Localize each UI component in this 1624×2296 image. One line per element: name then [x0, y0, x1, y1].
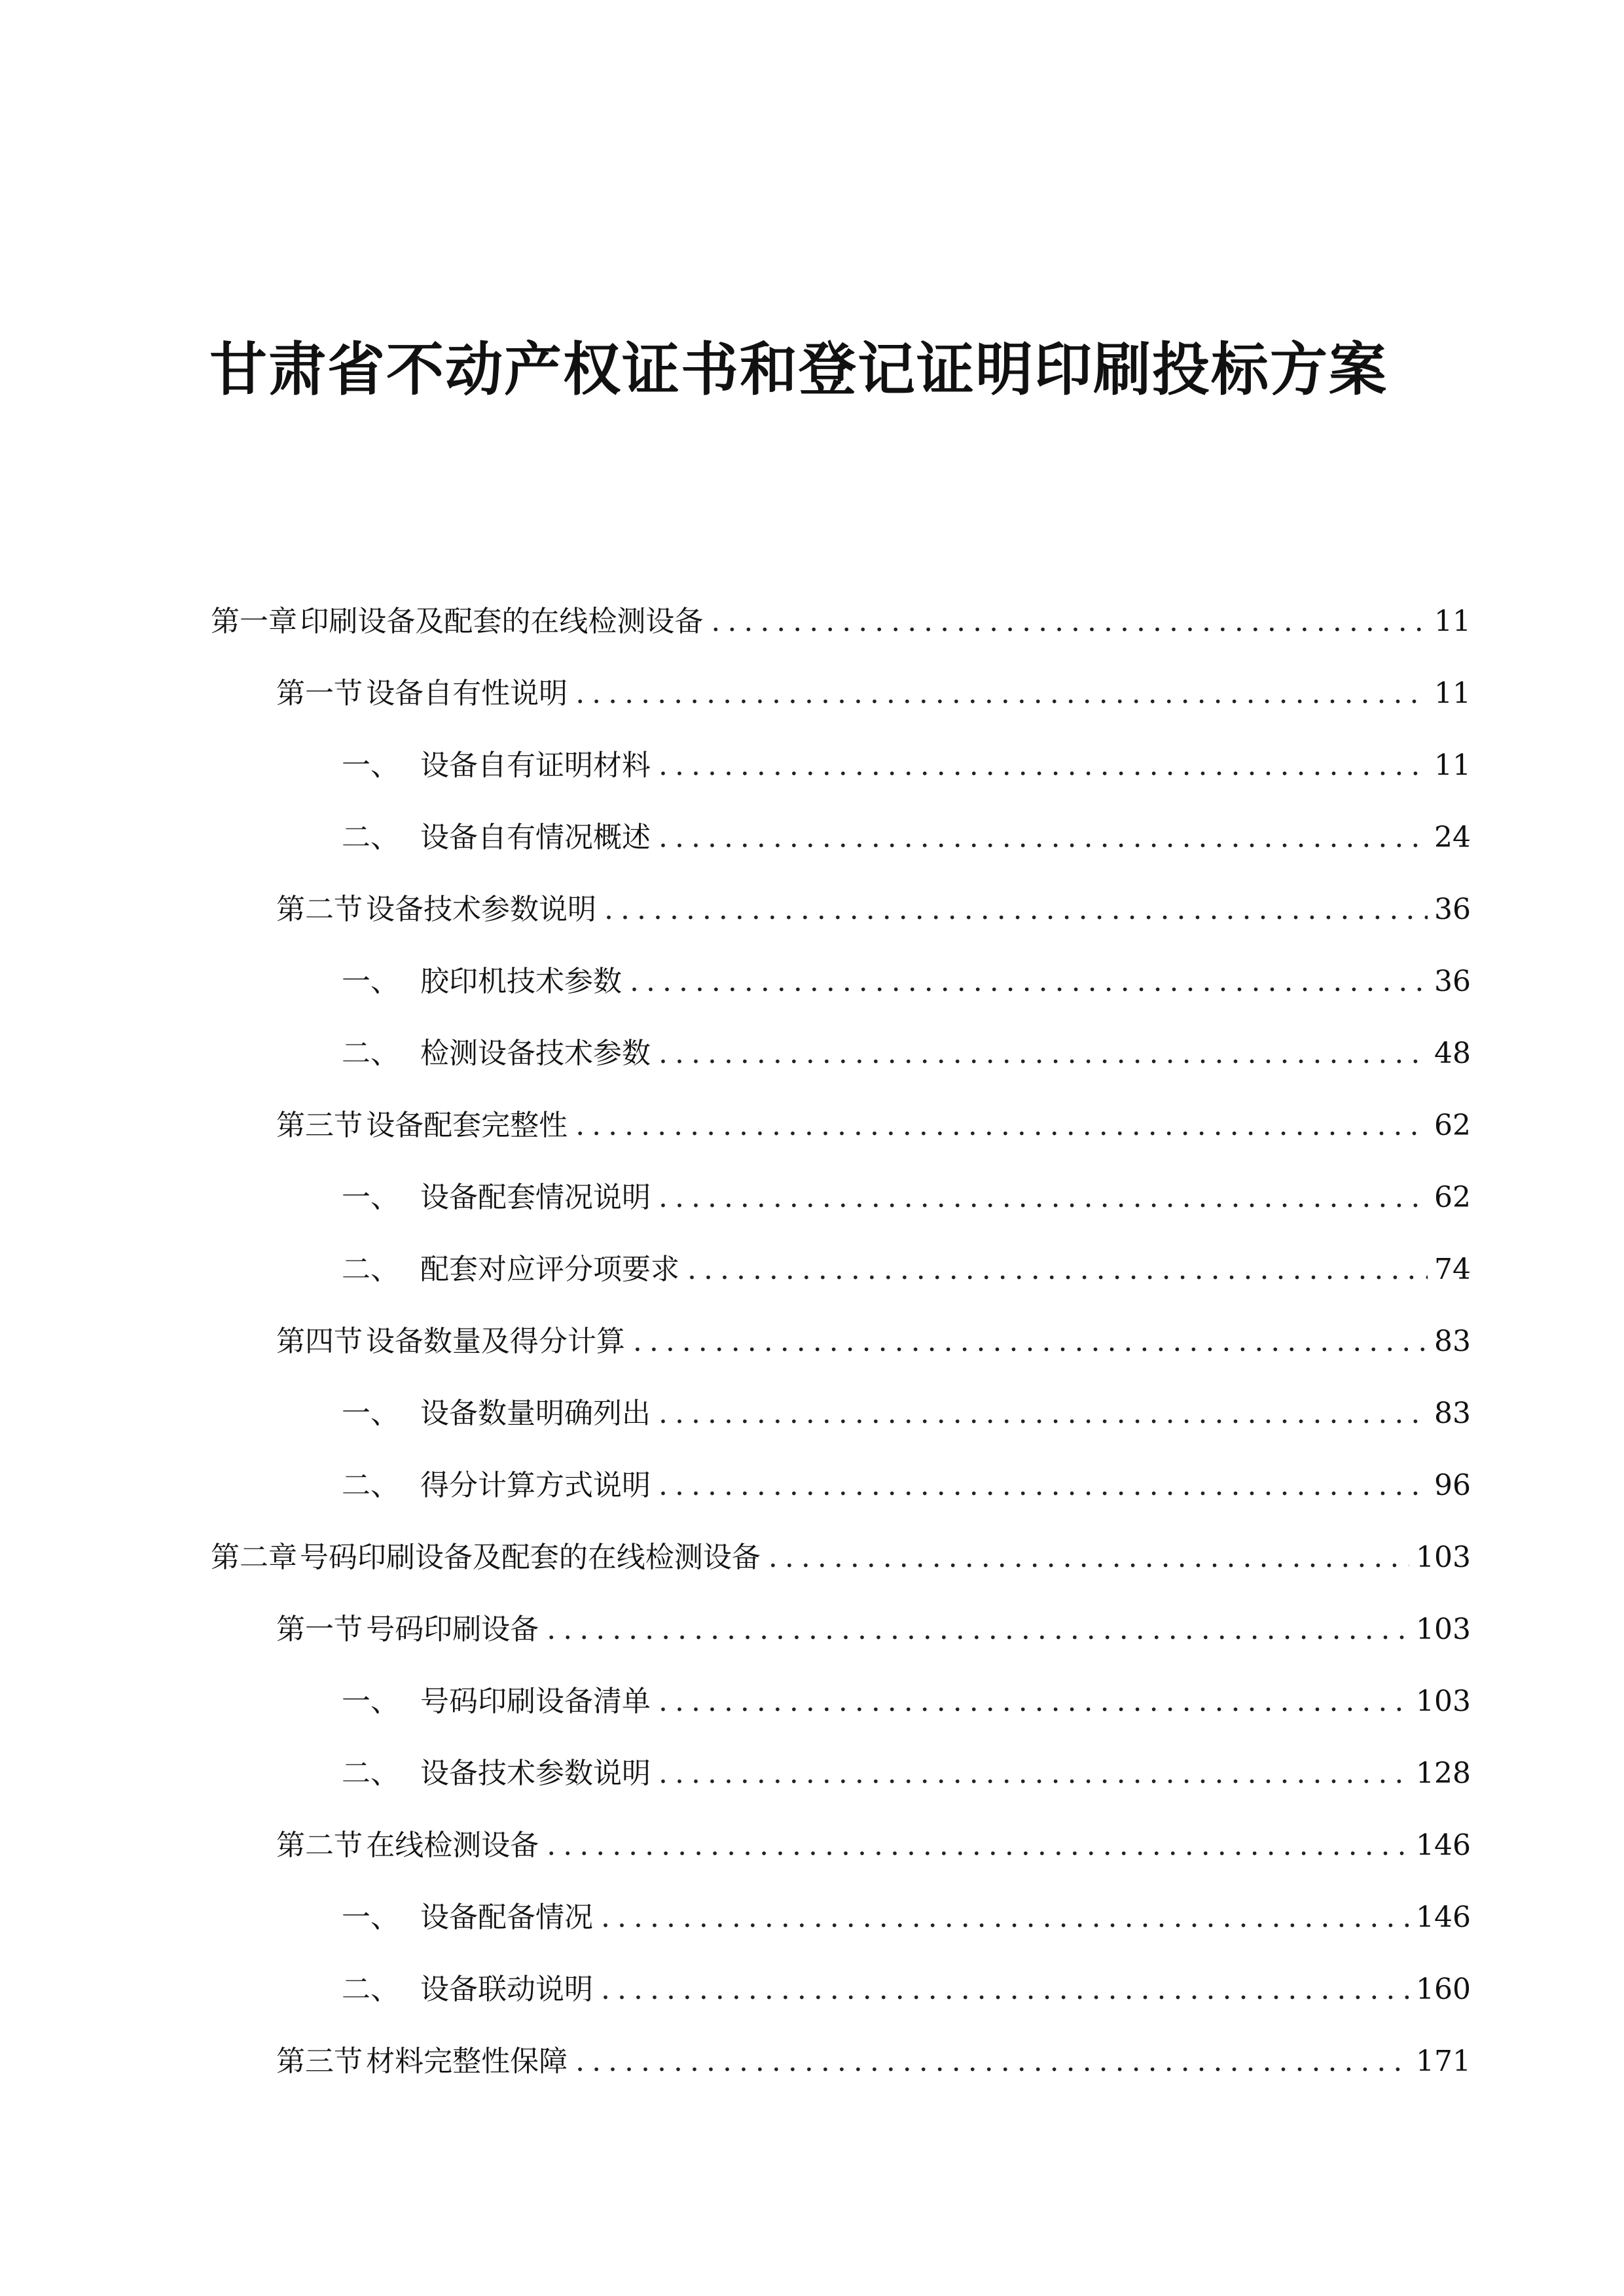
- toc-entry-number: 第二节: [276, 1829, 363, 1862]
- toc-entry-number: 一、: [342, 1181, 399, 1214]
- toc-section-entry[interactable]: [211, 1792, 1471, 1864]
- toc-entry-number: 第一节: [276, 677, 363, 710]
- toc-subsection-entry[interactable]: [211, 1216, 1471, 1288]
- toc-section-entry[interactable]: [211, 1576, 1471, 1648]
- toc-subsection-entry[interactable]: [211, 1144, 1471, 1216]
- toc-chapter-entry[interactable]: [211, 568, 1471, 640]
- toc-subsection-entry[interactable]: [211, 1432, 1471, 1504]
- toc-chapter-entry[interactable]: [211, 1504, 1471, 1576]
- toc-entry-title: 设备配备情况: [420, 1901, 593, 1934]
- toc-entry-title: 号码印刷设备: [366, 1613, 539, 1646]
- toc-subsection-entry[interactable]: [211, 1864, 1471, 1936]
- toc-entry-title: 设备数量及得分计算: [365, 1325, 625, 1358]
- toc-section-entry[interactable]: [211, 856, 1471, 928]
- toc-page-number: 74: [1434, 1253, 1471, 1286]
- document-title: 甘肃省不动产权证书和登记证明印刷投标方案: [209, 336, 1388, 403]
- toc-page-number: 24: [1434, 821, 1471, 854]
- toc-subsection-entry[interactable]: [211, 1000, 1471, 1072]
- toc-dot-leader: [547, 1611, 1409, 1648]
- toc-entry-number: 第二章: [211, 1541, 297, 1574]
- toc-page-number: 160: [1416, 1973, 1471, 2006]
- toc-dot-leader: [633, 1323, 1428, 1360]
- toc-dot-leader: [575, 675, 1428, 712]
- toc-dot-leader: [659, 1035, 1428, 1072]
- toc-page-number: 11: [1434, 605, 1471, 638]
- toc-subsection-entry[interactable]: [211, 1360, 1471, 1432]
- toc-entry-number: 一、: [342, 965, 399, 998]
- toc-subsection-entry[interactable]: [211, 1648, 1471, 1720]
- toc-dot-leader: [659, 819, 1428, 856]
- toc-dot-leader: [601, 1899, 1409, 1936]
- toc-section-entry[interactable]: [211, 640, 1471, 712]
- toc-subsection-entry[interactable]: [211, 928, 1471, 1000]
- toc-entry-title: 设备技术参数说明: [366, 893, 597, 926]
- toc-entry-title: 得分计算方式说明: [420, 1469, 651, 1502]
- toc-entry-title: 配套对应评分项要求: [420, 1253, 679, 1286]
- toc-entry-title: 号码印刷设备清单: [420, 1685, 651, 1718]
- toc-entry-title: 设备自有性说明: [366, 677, 568, 710]
- toc-entry-number: 一、: [342, 1901, 399, 1934]
- toc-entry-number: 二、: [342, 1037, 399, 1070]
- toc-entry-number: 二、: [342, 1469, 399, 1502]
- toc-entry-title: 设备配套完整性: [366, 1109, 568, 1142]
- toc-page-number: 11: [1434, 677, 1471, 710]
- toc-dot-leader: [575, 1107, 1428, 1144]
- toc-subsection-entry[interactable]: [211, 784, 1471, 856]
- toc-dot-leader: [659, 1755, 1409, 1792]
- toc-page-number: 103: [1416, 1685, 1471, 1718]
- toc-dot-leader: [659, 747, 1428, 784]
- toc-subsection-entry[interactable]: [211, 712, 1471, 784]
- toc-section-entry[interactable]: [211, 2008, 1471, 2080]
- toc-entry-number: 二、: [342, 1253, 399, 1286]
- toc-entry-number: 二、: [342, 1757, 399, 1790]
- toc-entry-number: 第三节: [276, 2045, 363, 2078]
- toc-dot-leader: [687, 1251, 1428, 1288]
- toc-entry-title: 号码印刷设备及配套的在线检测设备: [299, 1541, 761, 1574]
- toc-page-number: 83: [1434, 1325, 1471, 1358]
- toc-dot-leader: [659, 1179, 1428, 1216]
- toc-entry-number: 第三节: [276, 1109, 363, 1142]
- toc-dot-leader: [547, 1827, 1409, 1864]
- toc-entry-title: 设备自有证明材料: [420, 749, 651, 782]
- toc-dot-leader: [575, 2043, 1409, 2080]
- toc-entry-title: 检测设备技术参数: [420, 1037, 651, 1070]
- toc-page-number: 83: [1434, 1397, 1471, 1430]
- toc-page-number: 62: [1434, 1181, 1471, 1214]
- toc-subsection-entry[interactable]: [211, 1720, 1471, 1792]
- toc-entry-number: 一、: [342, 1397, 399, 1430]
- toc-dot-leader: [659, 1395, 1428, 1432]
- toc-entry-title: 胶印机技术参数: [420, 965, 622, 998]
- toc-entry-number: 第一节: [276, 1613, 363, 1646]
- toc-dot-leader: [711, 603, 1428, 640]
- toc-section-entry[interactable]: [211, 1288, 1471, 1360]
- toc-subsection-entry[interactable]: [211, 1936, 1471, 2008]
- table-of-contents: [211, 568, 1471, 2080]
- toc-entry-number: 一、: [342, 749, 399, 782]
- toc-dot-leader: [768, 1539, 1409, 1576]
- toc-page-number: 36: [1434, 893, 1471, 926]
- toc-page-number: 103: [1416, 1613, 1471, 1646]
- toc-page-number: 48: [1434, 1037, 1471, 1070]
- toc-page-number: 146: [1416, 1901, 1471, 1934]
- toc-page-number: 128: [1416, 1757, 1471, 1790]
- toc-page-number: 171: [1416, 2045, 1471, 2078]
- toc-page-number: 36: [1434, 965, 1471, 998]
- toc-entry-title: 设备技术参数说明: [420, 1757, 651, 1790]
- toc-dot-leader: [601, 1971, 1409, 2008]
- toc-entry-number: 一、: [342, 1685, 399, 1718]
- toc-entry-title: 设备自有情况概述: [420, 821, 651, 854]
- toc-page-number: 103: [1416, 1541, 1471, 1574]
- toc-entry-title: 设备数量明确列出: [420, 1397, 651, 1430]
- toc-dot-leader: [630, 963, 1428, 1000]
- toc-entry-title: 设备配套情况说明: [420, 1181, 651, 1214]
- toc-page-number: 62: [1434, 1109, 1471, 1142]
- toc-entry-title: 印刷设备及配套的在线检测设备: [300, 605, 704, 638]
- toc-entry-number: 第四节: [276, 1325, 363, 1358]
- toc-page-number: 96: [1434, 1469, 1471, 1502]
- toc-entry-number: 第一章: [211, 605, 297, 638]
- toc-page-number: 11: [1434, 749, 1471, 782]
- toc-dot-leader: [659, 1683, 1409, 1720]
- toc-entry-number: 第二节: [276, 893, 363, 926]
- toc-entry-number: 二、: [342, 1973, 399, 2006]
- toc-entry-title: 材料完整性保障: [366, 2045, 568, 2078]
- toc-dot-leader: [604, 891, 1428, 928]
- toc-entry-title: 在线检测设备: [366, 1829, 539, 1862]
- toc-entry-number: 二、: [342, 821, 399, 854]
- toc-entry-title: 设备联动说明: [420, 1973, 593, 2006]
- toc-section-entry[interactable]: [211, 1072, 1471, 1144]
- toc-dot-leader: [659, 1467, 1428, 1504]
- toc-page-number: 146: [1416, 1829, 1471, 1862]
